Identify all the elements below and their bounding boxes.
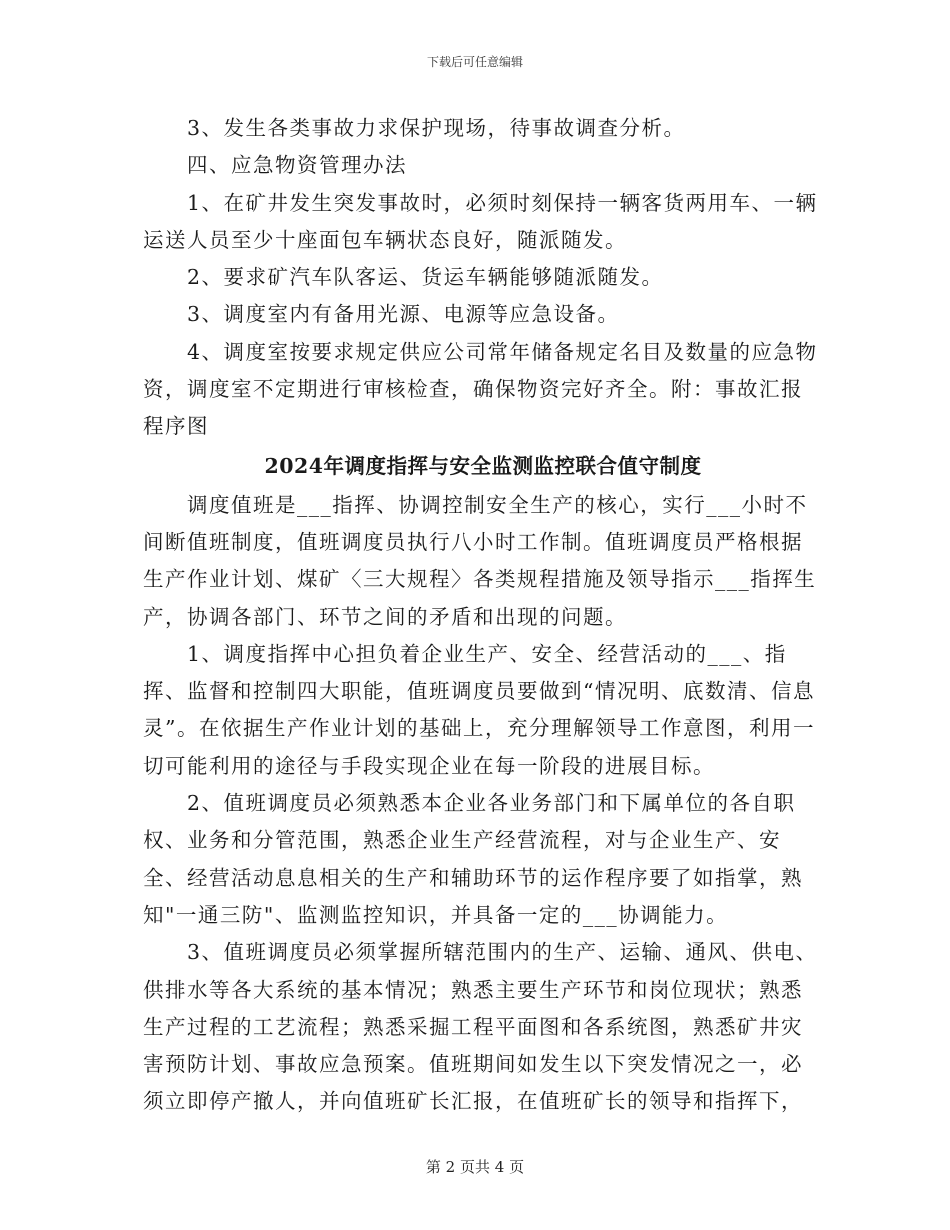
paragraph: 3、发生各类事故力求保护现场，待事故调查分析。 [187, 116, 686, 140]
paragraph: 3、值班调度员必须掌握所辖范围内的生产、运输、通风、供电、供排水等各大系统的基本情况；熟悉主要生产环节和岗位现状；熟悉生产过程的工艺流程；熟悉采掘工程平面图和各系统图，熟悉矿井灾害预防计划、事故应急预案。值班期间如发生以下突发情况之一，必须立即停产撤人，并向值班矿长汇报，在值班矿长的领导和指挥下， [143, 940, 818, 1114]
paragraph: 调度值班是___指挥、协调控制安全生产的核心，实行___小时不间断值班制度，值班调度员执行八小时工作制。值班调度员严格根据生产作业计划、煤矿〈三大规程〉各类规程措施及领导指示___指挥生产，协调各部门、环节之间的矛盾和出现的问题。 [143, 492, 817, 629]
paragraph: 4、调度室按要求规定供应公司常年储备规定名目及数量的应急物资，调度室不定期进行审核检查，确保物资完好齐全。附：事故汇报程序图 [143, 339, 818, 439]
page-header: 下载后可任意编辑 [426, 55, 523, 69]
document-body [143, 110, 823, 1121]
paragraph: 1、调度指挥中心担负着企业生产、安全、经营活动的___、指挥、监督和控制四大职能，值班调度员要做到“情况明、底数清、信息灵”。在依据生产作业计划的基础上，充分理解领导工作意图，利用一切可能利用的途径与手段实现企业在每一阶段的进展目标。 [143, 641, 815, 778]
paragraph: 2、要求矿汽车队客运、货运车辆能够随派随发。 [187, 265, 664, 290]
paragraph: 1、在矿井发生突发事故时，必须时刻保持一辆客货两用车、一辆运送人员至少十座面包车辆状态良好，随派随发。 [143, 190, 818, 252]
document-title: 2024年调度指挥与安全监测监控联合值守制度 [264, 453, 702, 478]
section-heading: 四、应急物资管理办法 [187, 153, 407, 178]
paragraph: 3、调度室内有备用光源、电源等应急设备。 [187, 302, 620, 327]
paragraph: 2、值班调度员必须熟悉本企业各业务部门和下属单位的各自职权、业务和分管范围，熟悉企业生产经营流程，对与企业生产、安全、经营活动息息相关的生产和辅助环节的运作程序要了如指掌，熟知"一通三防"、监测监控知识，并具备一定的___协调能力。 [143, 791, 803, 927]
page-footer: 第 2 页共 4 页 [425, 1158, 525, 1176]
